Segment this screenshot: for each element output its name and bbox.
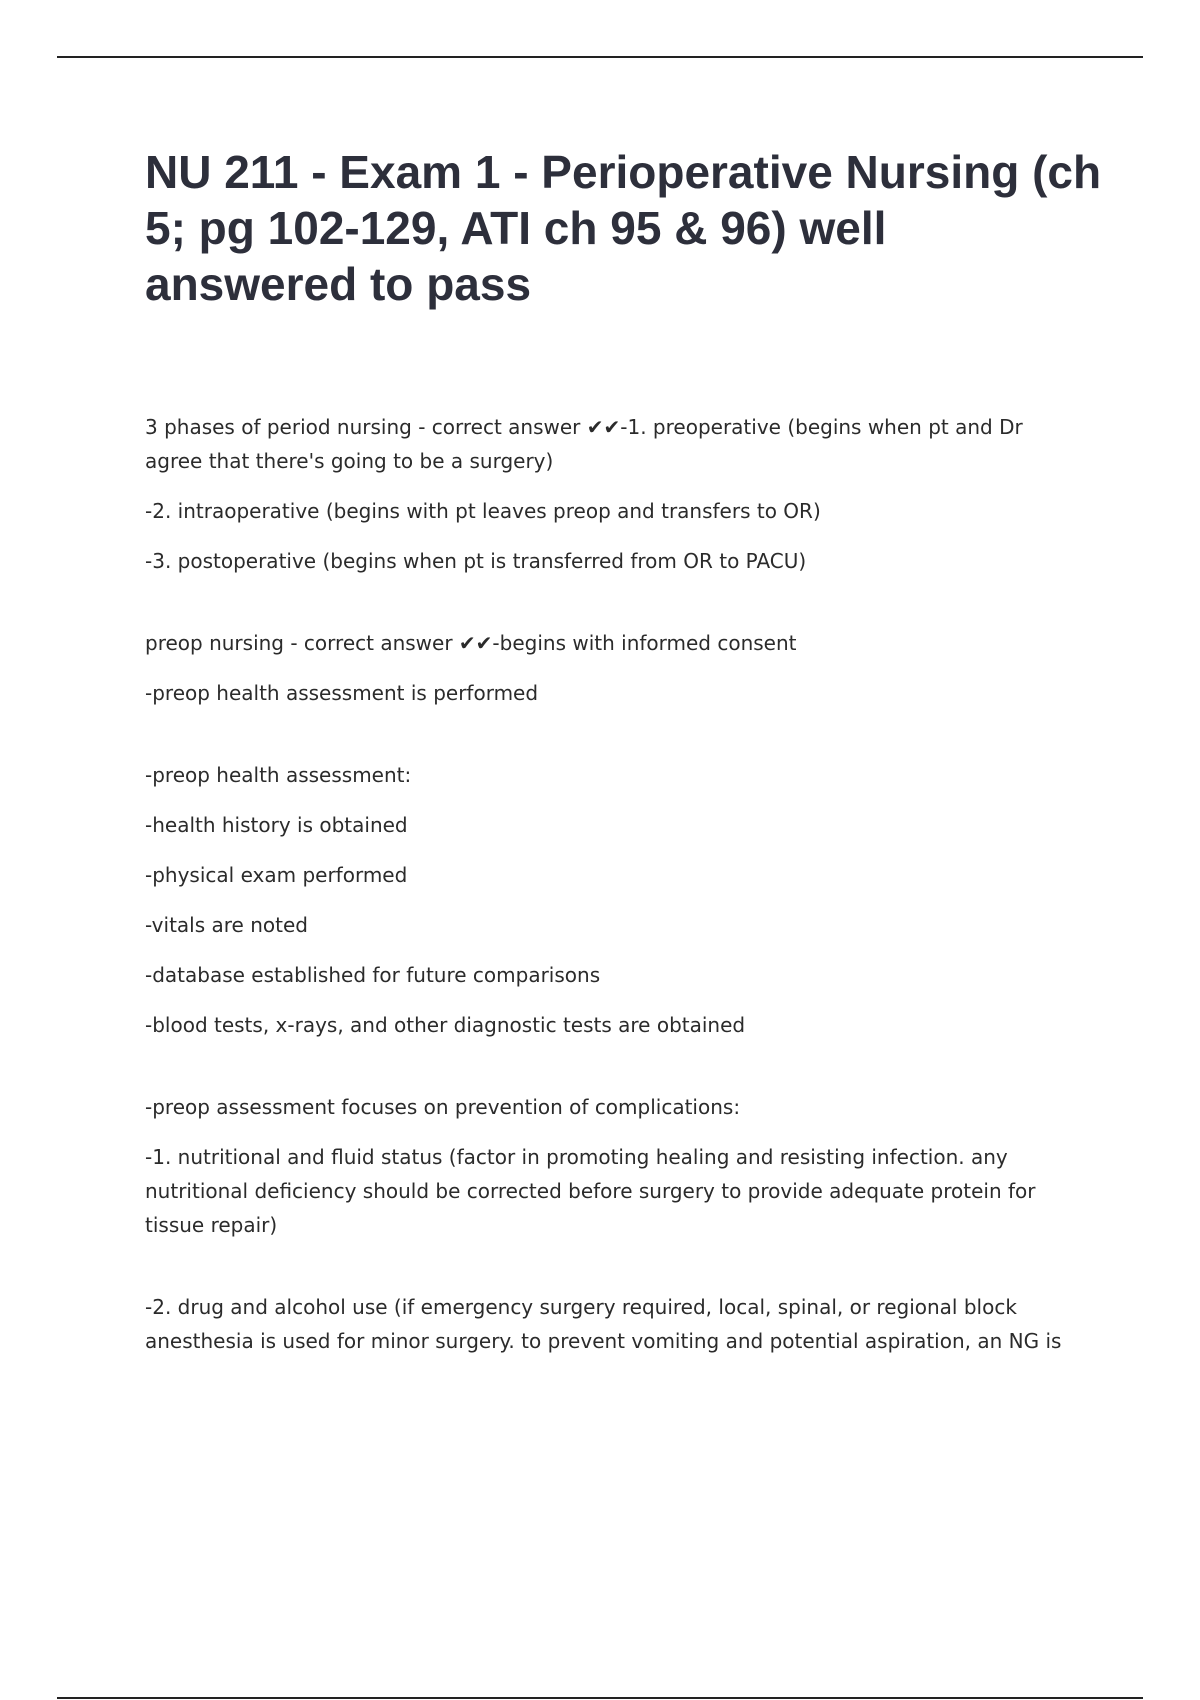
document-title: NU 211 - Exam 1 - Perioperative Nursing (ch 5; pg 102-129, ATI ch 95 & 96) well answered to pass [145, 146, 1102, 310]
paragraph: -health history is obtained [145, 813, 408, 837]
bottom-rule [57, 1697, 1143, 1699]
paragraph: -preop health assessment is performed [145, 681, 539, 705]
document-body [145, 410, 1085, 1374]
paragraph: 3 phases of period nursing - correct answer ✔✔-1. preoperative (begins when pt and Dr agree that there's going to be a surgery) [145, 415, 1023, 473]
paragraph: -vitals are noted [145, 913, 308, 937]
paragraph: preop nursing - correct answer ✔✔-begins with informed consent [145, 631, 797, 655]
paragraph: -physical exam performed [145, 863, 408, 887]
paragraph: -3. postoperative (begins when pt is transferred from OR to PACU) [145, 549, 807, 573]
paragraph: -1. nutritional and fluid status (factor in promoting healing and resisting infection. any nutritional deficiency should be corrected before surgery to provide adequate protein for tissue repair) [145, 1145, 1036, 1237]
paragraph: -database established for future comparisons [145, 963, 601, 987]
paragraph: -2. drug and alcohol use (if emergency surgery required, local, spinal, or regional block anesthesia is used for minor surgery. to prevent vomiting and potential aspiration, an NG is [145, 1295, 1062, 1353]
paragraph: -2. intraoperative (begins with pt leaves preop and transfers to OR) [145, 499, 821, 523]
paragraph: -preop assessment focuses on prevention of complications: [145, 1095, 741, 1119]
top-rule [57, 56, 1143, 58]
paragraph: -blood tests, x-rays, and other diagnostic tests are obtained [145, 1013, 746, 1037]
paragraph: -preop health assessment: [145, 763, 412, 787]
